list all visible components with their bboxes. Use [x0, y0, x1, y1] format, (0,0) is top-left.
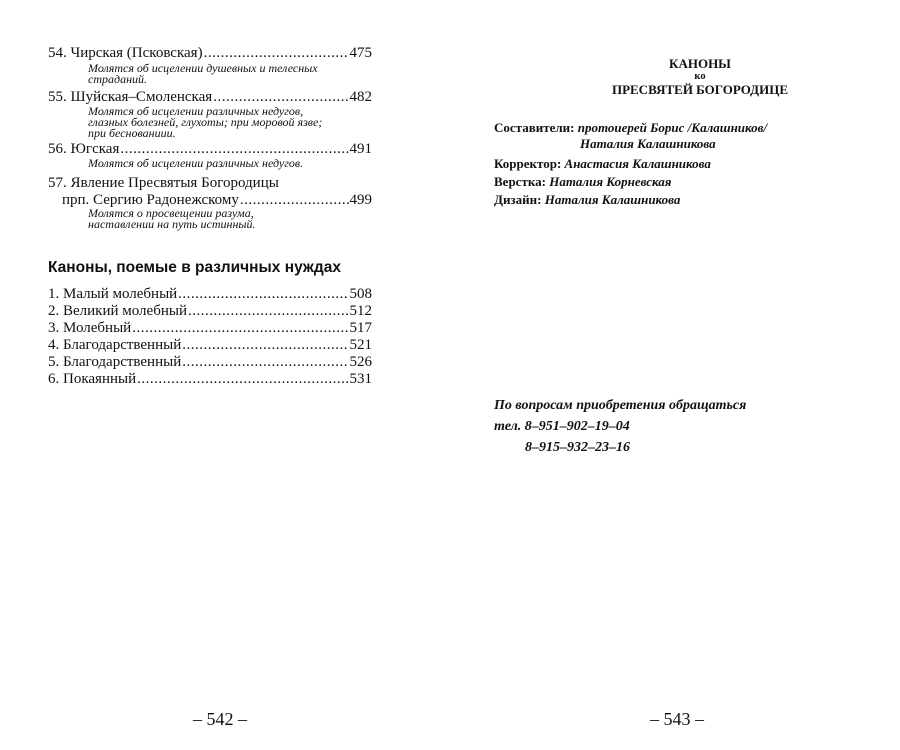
- credit-compilers-second: Наталия Калашникова: [580, 136, 716, 151]
- contact-heading: По вопросам приобретения обращаться: [494, 398, 747, 413]
- toc-entry-page: 517: [349, 320, 372, 336]
- credit-value: Наталия Корневская: [549, 174, 672, 189]
- book-title-line3: ПРЕСВЯТЕЙ БОГОРОДИЦЕ: [611, 82, 789, 97]
- toc-entry-title: 55. Шуйская–Смоленская: [48, 89, 213, 105]
- toc-canon-1: [48, 286, 372, 303]
- toc-entry-title: прп. Сергию Радонежскому: [62, 192, 239, 208]
- book-title-line1: КАНОНЫ: [669, 56, 731, 71]
- credit-value: протоиерей Борис /Калашников/: [577, 120, 768, 135]
- credit-label: Верстка:: [494, 174, 546, 189]
- toc-canon-5: [48, 354, 372, 371]
- toc-entry-57-title-line1: 57. Явление Пресвятыя Богородицы: [48, 175, 279, 191]
- toc-leader-dots: [188, 303, 349, 320]
- toc-leader-dots: [240, 192, 349, 209]
- right-page: [450, 0, 900, 750]
- section-heading: Каноны, поемые в различных нуждах: [48, 259, 341, 276]
- toc-leader-dots: [178, 286, 348, 303]
- credit-label: Корректор:: [494, 156, 562, 171]
- toc-entry-page: 526: [349, 354, 372, 370]
- contact-phone-1: тел. 8–951–902–19–04: [494, 419, 630, 434]
- toc-entry-title: 6. Покаянный: [48, 371, 137, 387]
- toc-canon-2: [48, 303, 372, 320]
- toc-leader-dots: [182, 337, 348, 354]
- toc-entry-title: 2. Великий молебный: [48, 303, 187, 319]
- toc-canon-6: [48, 371, 372, 388]
- book-title: [580, 56, 820, 97]
- toc-entry-page: 491: [349, 141, 372, 157]
- page-number: – 542 –: [193, 709, 247, 729]
- toc-entry-page: 475: [349, 45, 372, 61]
- book-title-line2: ко: [694, 71, 706, 82]
- toc-leader-dots: [137, 371, 348, 388]
- toc-entry-title: 54. Чирская (Псковская): [48, 45, 203, 61]
- toc-entry-title: 5. Благодарственный: [48, 354, 182, 370]
- contact-phone-2: 8–915–932–23–16: [525, 440, 630, 455]
- credit-value: Анастасия Калашникова: [564, 156, 711, 171]
- toc-entry-description: Молятся о просвещении разума, наставлении на путь истинный.: [88, 206, 256, 231]
- toc-leader-dots: [132, 320, 348, 337]
- toc-entry-page: 499: [349, 192, 372, 208]
- toc-entry-title: 3. Молебный: [48, 320, 132, 336]
- credit-label: Составители:: [494, 120, 575, 135]
- toc-entry-page: 521: [349, 337, 372, 353]
- credit-corrector: [494, 155, 711, 172]
- credit-label: Дизайн:: [494, 192, 542, 207]
- toc-entry-page: 508: [349, 286, 372, 302]
- credit-value: Наталия Калашникова: [544, 192, 681, 207]
- toc-entry-title: 4. Благодарственный: [48, 337, 182, 353]
- toc-entry-description: Молятся об исцелении различных недугов, глазных болезней, глухоты; при моровой язве; при беснованиии.: [88, 104, 323, 140]
- toc-canon-3: [48, 320, 372, 337]
- toc-entry-page: 482: [349, 89, 372, 105]
- page-number: – 543 –: [650, 709, 704, 729]
- toc-entry-description: Молятся об исцелении душевных и телесных страданий.: [88, 61, 318, 86]
- toc-leader-dots: [204, 45, 349, 62]
- toc-leader-dots: [182, 354, 348, 371]
- credit-design: [494, 191, 680, 208]
- credit-compilers: [494, 119, 767, 136]
- toc-canon-4: [48, 337, 372, 354]
- toc-entry-title: 1. Малый молебный: [48, 286, 178, 302]
- toc-entry-title: 56. Югская: [48, 141, 120, 157]
- toc-entry-description: Молятся об исцелении различных недугов.: [88, 156, 304, 170]
- toc-entry-page: 512: [349, 303, 372, 319]
- toc-entry-page: 531: [349, 371, 372, 387]
- credit-layout: [494, 173, 671, 190]
- toc-entry-54: [48, 45, 372, 62]
